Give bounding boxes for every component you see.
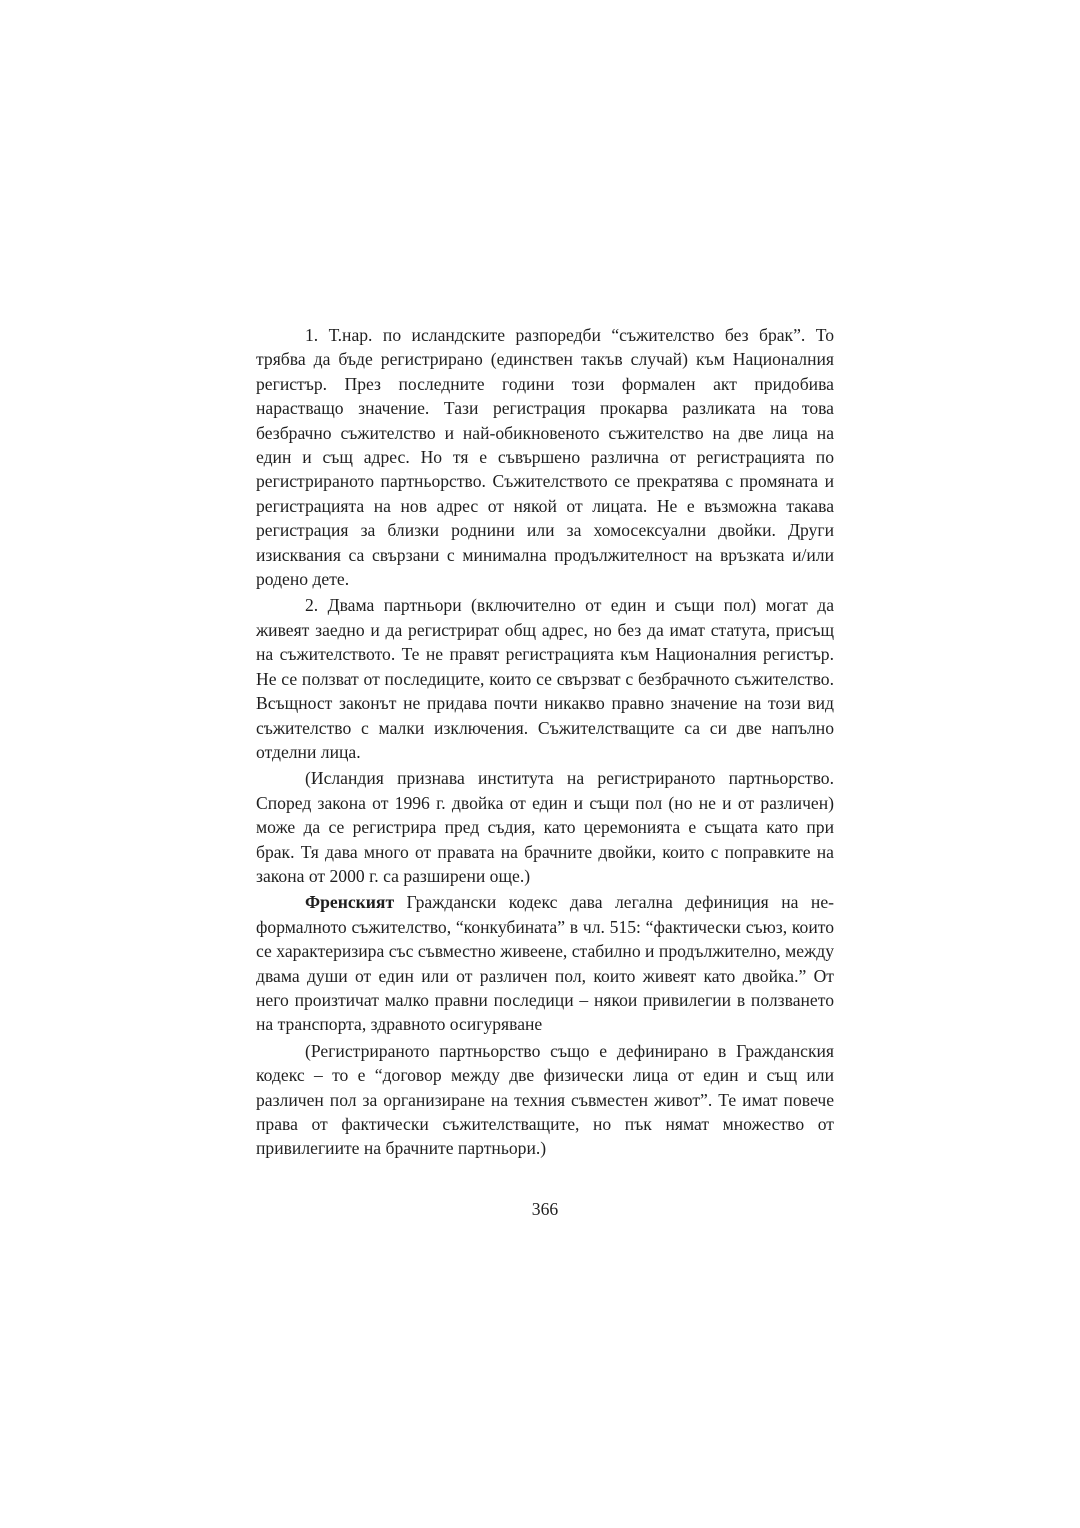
paragraph-1 bbox=[256, 323, 834, 591]
page-number: 366 bbox=[531, 1199, 559, 1219]
paragraph-5 bbox=[256, 1039, 834, 1161]
paragraph-1-text: 1. Т.нар. по исландските разпоредби “съжителство без брак”. То трябва да бъде регистрирано (единствен такъв случай) към Националния регистър. През последните години този формален акт придобива нарастващо значение. Тази регистрация прокарва разликата на това безбрачно съжителство и най-обикновеното съжителство на две лица на един и същ адрес. Но тя е съвършено различна от регистрацията по регистрираното партньорство. Съжителството се прекратява с промяната и регистрацията на нов адрес от някой от лицата. Не е възможна такава регистрация за близки роднини или за хомосексуални двойки. Други изисквания са свързани с минимална продължителност на връзката и/или родено дете. bbox=[256, 325, 834, 590]
paragraph-4 bbox=[256, 890, 834, 1036]
paragraph-2 bbox=[256, 593, 834, 764]
paragraph-3-text: (Исландия признава института на регистрираното партньорство. Според закона от 1996 г. двойка от един и същи пол (но не и от различен) може да се регистрира пред съдия, като церемонията е същата като при брак. Тя дава много от правата на брачните двойки, които с поправките на закона от 2000 г. са разширени още.) bbox=[256, 768, 834, 886]
body-text bbox=[256, 323, 834, 1163]
paragraph-2-text: 2. Двама партньори (включително от един и същи пол) могат да живеят заедно и да регистрират общ адрес, но без да имат статута, присъщ на съжителството. Те не правят регистрацията към Националния регистър. Не се ползват от последиците, които се свързват с безбрачното съжителство. Всъщност законът не придава почти никакво правно значение на този вид съжителство с малки изключения. Съжителстващите са си две напълно отделни лица. bbox=[256, 595, 834, 762]
paragraph-4-text: Граждански кодекс дава легална дефиниция на неформалното съжителство, “конкубината” в чл. 515: “фактически съюз, които се характеризира със съвместно живеене, стабилно и продължително, между двама души от един или от различен пол, които живеят като двойка.” От него произтичат малко правни последици – някои привилегии в ползването на транспорта, здравното осигуряване bbox=[256, 892, 834, 1035]
paragraph-4-bold-lead: Френският bbox=[305, 892, 395, 913]
paragraph-3 bbox=[256, 766, 834, 888]
paragraph-5-text: (Регистрираното партньорство също е дефинирано в Гражданския кодекс – то е “договор между две физически лица от един и същ или различен пол за организиране на техния съвместен живот”. Те имат повече права от фактически съжителстващите, но пък нямат множество от привилегиите на брачните партньори.) bbox=[256, 1040, 834, 1159]
